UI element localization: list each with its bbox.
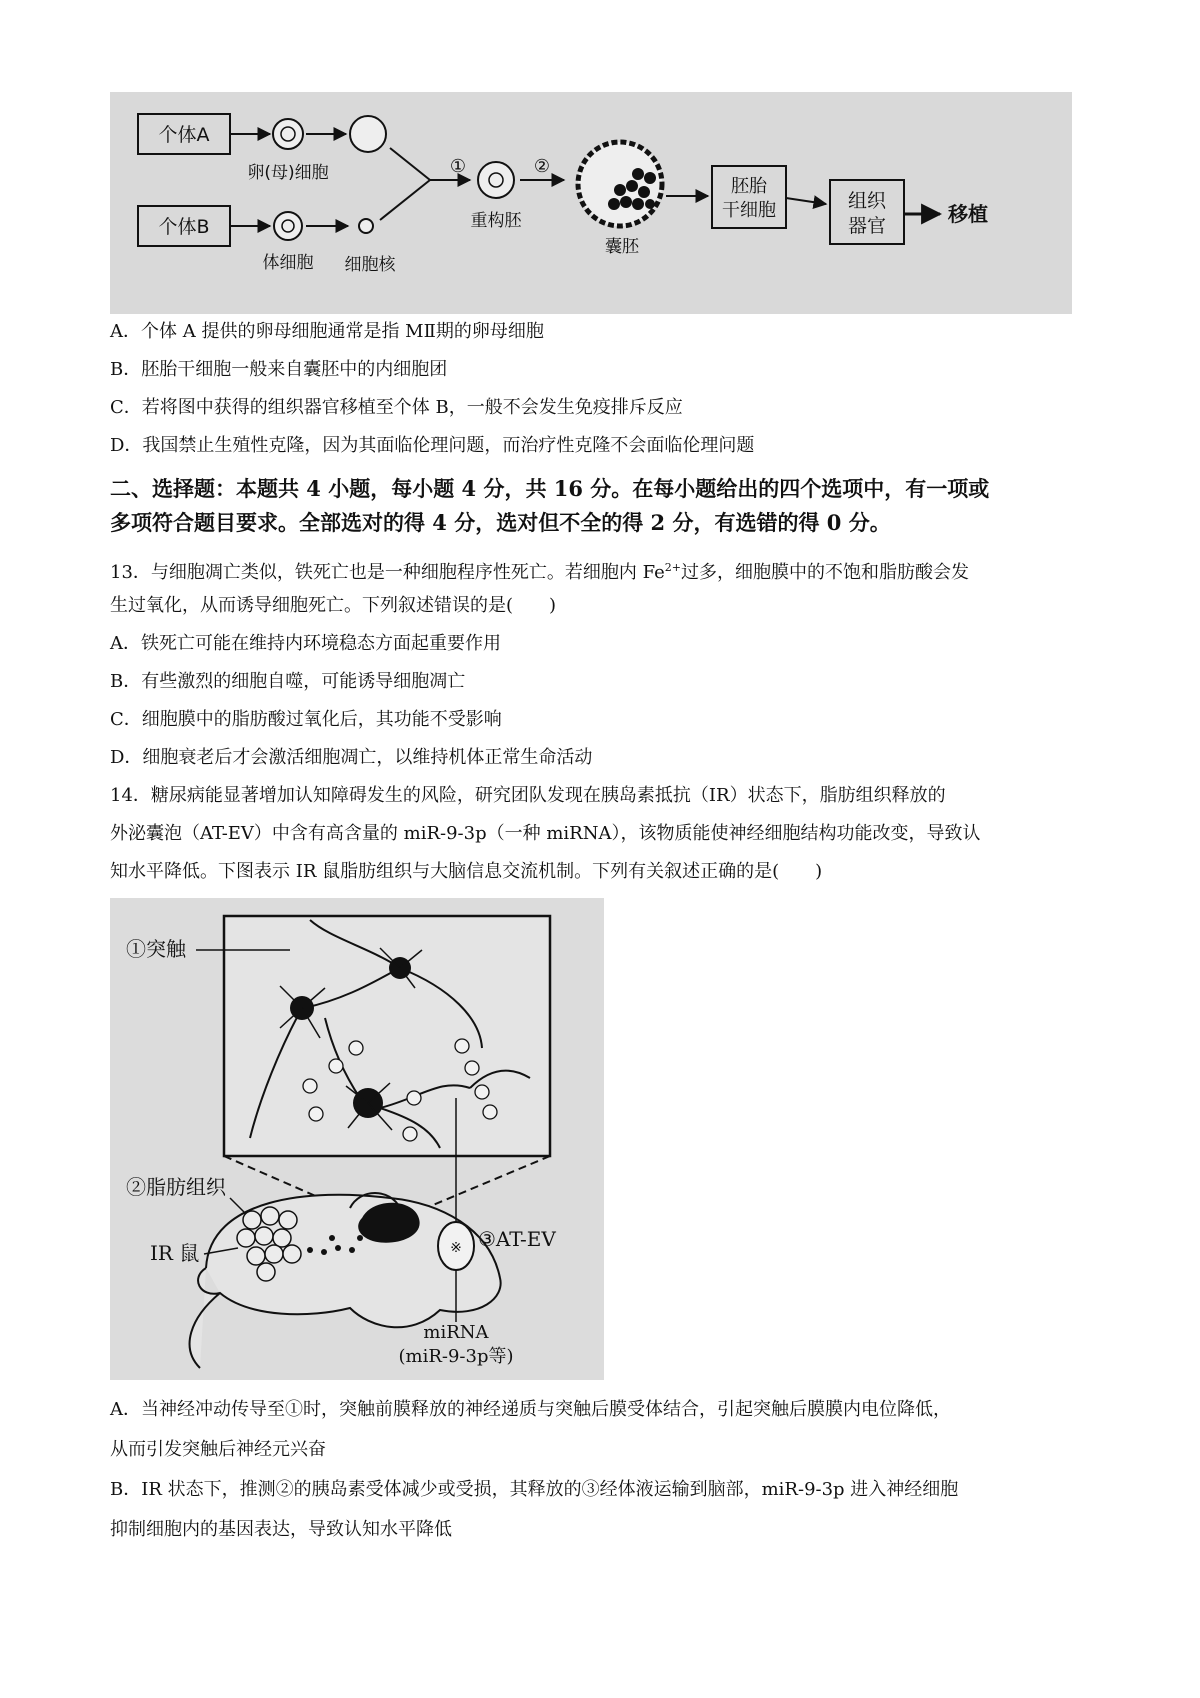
q14-option-a-line2: 从而引发突触后神经元兴奋 (110, 1439, 326, 1460)
adipose-brain-diagram (110, 898, 604, 1380)
synapse-label: ①突触 (126, 937, 186, 961)
cloning-diagram (110, 92, 1072, 314)
esc-label-line1: 胚胎 (731, 176, 767, 197)
tissue-label-line1: 组织 (847, 190, 887, 212)
enucleated-oocyte-icon (350, 116, 386, 152)
q13-option-b: B．有些激烈的细胞自噬，可能诱导细胞凋亡 (110, 671, 466, 692)
q12-option-b: B．胚胎干细胞一般来自囊胚中的内细胞团 (110, 359, 448, 380)
mirna-label: miRNA (423, 1322, 489, 1343)
reconstructed-embryo-icon (478, 162, 514, 198)
q14-stem-line1: 14．糖尿病能显著增加认知障碍发生的风险，研究团队发现在胰岛素抵抗（IR）状态下，脂肪组织释放的 (110, 785, 946, 806)
q13-stem-pre: 13．与细胞凋亡类似，铁死亡也是一种细胞程序性死亡。若细胞内 Fe (110, 562, 665, 583)
section2-heading-line1: 二、选择题：本题共 4 小题，每小题 4 分，共 16 分。在每小题给出的四个选项中，有一项或 (110, 476, 990, 501)
transplant-label: 移植 (948, 202, 988, 226)
individual-a-label: 个体A (158, 124, 210, 146)
individual-b-label: 个体B (158, 216, 210, 238)
brain-zoom-box (224, 916, 550, 1156)
mirna-detail-label: (miR-9-3p等) (398, 1346, 514, 1367)
somatic-cell-label: 体细胞 (262, 253, 314, 273)
q14-option-a-line1: A．当神经冲动传导至①时，突触前膜释放的神经递质与突触后膜受体结合，引起突触后膜膜内电位降低， (110, 1399, 951, 1420)
q14-stem-line3: 知水平降低。下图表示 IR 鼠脂肪组织与大脑信息交流机制。下列有关叙述正确的是( ) (110, 861, 823, 882)
oocyte-label: 卵(母)细胞 (247, 163, 329, 183)
q13-option-c: C．细胞膜中的脂肪酸过氧化后，其功能不受影响 (110, 709, 502, 730)
adipose-label: ②脂肪组织 (126, 1175, 226, 1199)
somatic-cell-icon (274, 212, 302, 240)
q13-stem-post: 过多，细胞膜中的不饱和脂肪酸会发 (681, 562, 969, 583)
q13-option-d: D．细胞衰老后才会激活细胞凋亡，以维持机体正常生命活动 (110, 747, 593, 768)
q12-option-d: D．我国禁止生殖性克隆，因为其面临伦理问题，而治疗性克隆不会面临伦理问题 (110, 435, 755, 456)
q13-stem-line2: 生过氧化，从而诱导细胞死亡。下列叙述错误的是( ) (110, 595, 557, 616)
nucleus-label: 细胞核 (344, 255, 396, 275)
at-ev-label: ③AT-EV (478, 1227, 556, 1251)
nucleus-icon (359, 219, 373, 233)
q12-option-a: A．个体 A 提供的卵母细胞通常是指 MⅡ期的卵母细胞 (110, 321, 544, 342)
q14-option-b-line1: B．IR 状态下，推测②的胰岛素受体减少或受损，其释放的③经体液运输到脑部，miR-9-3p 进入神经细胞 (110, 1479, 959, 1500)
oocyte-icon (273, 119, 303, 149)
blastocyst-label: 囊胚 (605, 237, 639, 257)
step2-label: ② (533, 156, 551, 177)
fe-charge: 2+ (664, 561, 681, 574)
reconstructed-embryo-label: 重构胚 (470, 211, 522, 231)
q13-stem-line1 (110, 556, 1110, 585)
q14-stem-line2: 外泌囊泡（AT-EV）中含有高含量的 miR-9-3p（一种 miRNA），该物质能使神经细胞结构功能改变，导致认 (110, 823, 981, 844)
q14-option-b-line2: 抑制细胞内的基因表达，导致认知水平降低 (110, 1519, 452, 1540)
svg-text:※: ※ (450, 1240, 462, 1256)
ir-mouse-label: IR 鼠 (150, 1241, 200, 1265)
q13-option-a: A．铁死亡可能在维持内环境稳态方面起重要作用 (110, 633, 501, 654)
q12-option-c: C．若将图中获得的组织器官移植至个体 B，一般不会发生免疫排斥反应 (110, 397, 683, 418)
section2-heading-line2: 多项符合题目要求。全部选对的得 4 分，选对但不全的得 2 分，有选错的得 0 分。 (110, 510, 891, 535)
esc-label-line2: 干细胞 (722, 200, 776, 221)
tissue-label-line2: 器官 (847, 215, 887, 237)
step1-label: ① (449, 156, 467, 177)
